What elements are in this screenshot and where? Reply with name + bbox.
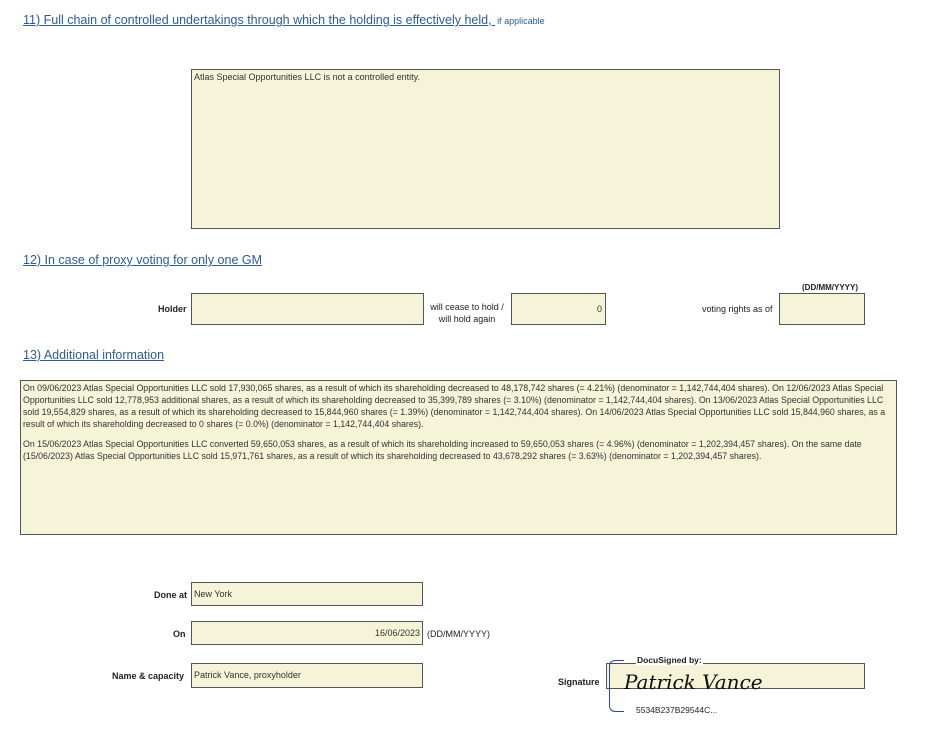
section-12-heading: 12) In case of proxy voting for only one GM bbox=[23, 253, 263, 267]
controlled-undertakings-text: Atlas Special Opportunities LLC is not a controlled entity. bbox=[194, 72, 420, 82]
section-13-heading: 13) Additional information bbox=[23, 348, 165, 362]
docusign-envelope-id: 5534B237B29544C... bbox=[636, 705, 718, 715]
section-11-heading bbox=[23, 13, 545, 27]
holder-field[interactable] bbox=[191, 293, 424, 325]
done-at-value: New York bbox=[194, 589, 233, 599]
additional-info-paragraph-1: On 09/06/2023 Atlas Special Opportunities LLC sold 17,930,065 shares, as a result of which its shareholding decreased to 48,178,742 shares (= 4.21%) (denominator = 1,142,744,404 shares). On 12/06/2023 Atlas Special Opportunities LLC sold 12,778,953 additional shares, as a result of which its shareholding decreased to 35,399,789 shares (= 3.10%) (denominator = 1,142,744,404 shares). On 13/06/2023 Atlas Special Opportunities LLC sold 19,554,829 shares, as a result of which its shareholding decreased to 15,844,960 shares (= 1.39%) (denominator = 1,142,744,404 shares). On 14/06/2023 Atlas Special Opportunities LLC sold 15,844,960 shares, as a result of which its shareholding decreased to 0 shares (= 0.0%) (denominator = 1,142,744,404 shares). bbox=[23, 383, 886, 429]
cease-hold-field[interactable] bbox=[511, 293, 606, 325]
cease-label-line1: will cease to hold / bbox=[430, 302, 504, 312]
additional-information-field[interactable] bbox=[20, 380, 897, 535]
section-11-title: 11) Full chain of controlled undertakings through which the holding is effectively held, bbox=[23, 13, 492, 27]
signature-label: Signature bbox=[558, 677, 600, 687]
name-capacity-value: Patrick Vance, proxyholder bbox=[194, 670, 301, 680]
handwritten-signature: Patrick Vance bbox=[624, 670, 763, 694]
name-capacity-label: Name & capacity bbox=[112, 671, 185, 681]
section-11-note: if applicable bbox=[497, 16, 545, 26]
cease-label-line2: will hold again bbox=[438, 314, 496, 324]
voting-rights-date-field[interactable] bbox=[779, 293, 865, 325]
cease-hold-value: 0 bbox=[596, 304, 602, 314]
additional-info-paragraph-2: On 15/06/2023 Atlas Special Opportunities LLC converted 59,650,053 shares, as a result of which its shareholding increased to 59,650,053 shares (= 4.96%) (denominator = 1,202,394,457 shares). On the same date (15/06/2023) Atlas Special Opportunities LLC sold 15,971,761 shares, as a result of which its shareholding decreased to 43,678,292 shares (= 3.63%) (denominator = 1,202,394,457 shares). bbox=[23, 439, 862, 461]
docusign-frame bbox=[609, 660, 624, 712]
on-date-value: 16/06/2023 bbox=[374, 628, 420, 638]
docusigned-by-label: DocuSigned by: bbox=[637, 655, 702, 665]
voting-date-format: (DD/MM/YYYY) bbox=[802, 283, 858, 292]
holder-label: Holder bbox=[158, 304, 187, 314]
on-date-format: (DD/MM/YYYY) bbox=[427, 629, 490, 639]
done-at-field[interactable] bbox=[191, 582, 423, 606]
controlled-undertakings-field[interactable] bbox=[191, 69, 780, 229]
name-capacity-field[interactable] bbox=[191, 663, 423, 688]
on-date-field[interactable] bbox=[191, 621, 423, 645]
done-at-label: Done at bbox=[154, 590, 188, 600]
on-label: On bbox=[173, 629, 186, 639]
voting-rights-label: voting rights as of bbox=[702, 304, 773, 314]
cease-hold-label bbox=[428, 301, 506, 325]
